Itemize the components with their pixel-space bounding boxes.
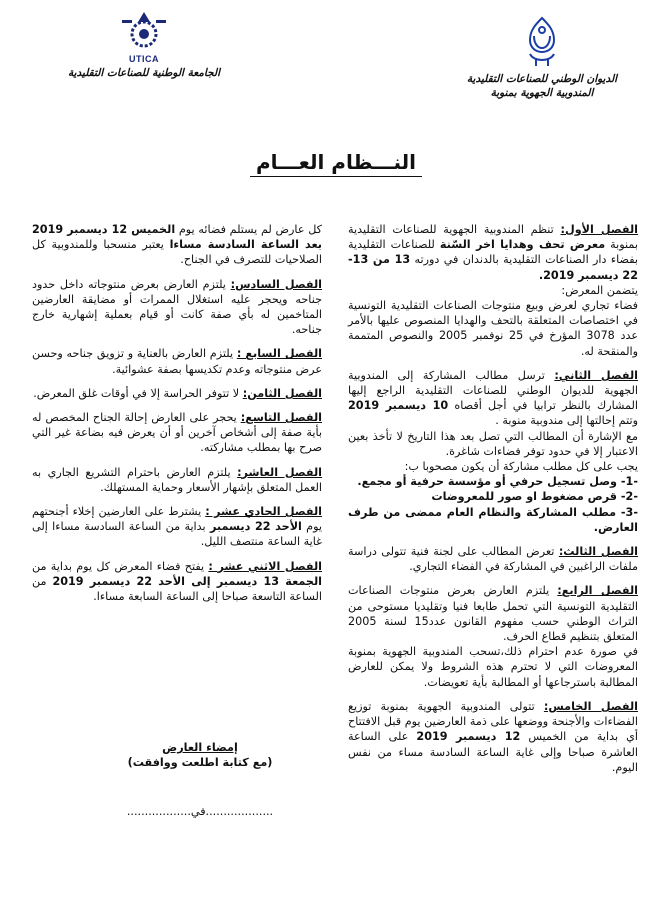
article-2-item2: -2- قرص مضغوط او صور للمعروضات <box>431 490 638 504</box>
article-2-deadline: 10 ديسمبر 2019 <box>348 399 449 413</box>
article-3-heading: الفصل الثالث: <box>558 545 638 559</box>
article-1-line3: فضاء تجاري لعرض وبيع منتوجات الصناعات التقليدية التونسية في اختصاصات المتعلقة بالتحف والهدايا المنصوص عليها بالأمر عدد 3078 المؤرخ في 25 نوفمبر 2005 والنصوص المتممة والمنقحة له. <box>348 299 639 358</box>
article-1 <box>348 222 638 359</box>
article-2-item1: -1- وصل تسجيل حرفي أو مؤسسة حرفية أو مجمع. <box>357 475 638 489</box>
article-4-heading: الفصل الرابع: <box>557 584 638 598</box>
article-6-heading: الفصل السادس: <box>230 277 323 291</box>
article-11-text: يشترط على العارضين إخلاء أجنحتهم يوم <box>32 505 322 534</box>
article-7-heading: الفصل السابع : <box>236 347 322 361</box>
header-left-line1: الجامعة الوطنية للصناعات التقليدية <box>67 67 221 79</box>
article-1-text: تنظم المندوبية الجهوية للصناعات التقليدية بمنوبة <box>348 223 638 252</box>
onat-logo-icon <box>520 14 564 68</box>
article-12 <box>32 559 322 605</box>
utica-logo-text: UTICA <box>129 54 159 64</box>
header-right-line2: المندوبية الجهوية بمنوبة <box>490 87 594 99</box>
article-2-text: ترسل مطالب المشاركة إلى المندوبية الجهوية للديوان الوطني للصناعات التقليدية الراجع إليها المشارك بالنظر ترابيا في أجل أقصاه <box>348 368 638 413</box>
article-12-heading: الفصل الاثني عشر : <box>208 559 322 573</box>
article-12-dates: الجمعة 13 ديسمبر إلى الأحد 22 ديسمبر 2019 <box>52 574 323 588</box>
right-column <box>348 222 638 784</box>
signature-note: (مع كتابة اطلعت ووافقت) <box>127 756 273 769</box>
article-7 <box>32 346 322 376</box>
article-2-text2: وتتم إحالتها إلى مندوبية منوبة . <box>495 414 638 428</box>
header-left <box>44 10 244 80</box>
article-4-text: يلتزم العارض بعرض منتوجات الصناعات التقليدية التونسية التي تحمل طابعا فنيا وتقليديا مستوحى من التراث الوطني حسب مفهوم القانون عدد15 لسنة 2005 المتعلق بتنظيم قطاع الحرف. <box>348 584 638 644</box>
article-2 <box>348 368 638 535</box>
article-5-text: تتولى المندوبية الجهوية بمنوبة توزيع الفضاءات والأجنحة ووضعها على ذمة العارضين يوم قبل الافتتاح أي بداية من الخميس <box>348 699 638 744</box>
article-9-text: يحجر على العارض إحالة الجناح المخصص له بأية صفة إلى أشخاص آخرين أو أن يعرض فيه بضاعة غير التي صرح بها بمطلب مشاركته. <box>32 411 322 455</box>
article-5 <box>348 699 638 775</box>
article-8-text: لا تتوفر الحراسة إلا في أوقات غلق المعرض. <box>33 386 243 400</box>
article-10-heading: الفصل العاشر: <box>237 465 322 479</box>
article-2-line2: مع الإشارة أن المطالب التي تصل بعد هذا التاريخ لا تأخذ بعين الاعتبار إلا في حدود توفر فضاءات شاغرة. <box>348 429 638 458</box>
article-5-date: 12 ديسمبر 2019 <box>416 730 521 744</box>
article-12-text2: من الساعة التاسعة صباحا إلى الساعة السابعة مساءا. <box>32 574 322 604</box>
utica-emblem-icon <box>116 10 172 50</box>
article-5-text2: على الساعة العاشرة صباحا وإلى غاية الساعة السادسة مساء من نفس اليوم. <box>348 730 638 774</box>
article-1-bold: معرض تحف وهدايا اخر السّنة <box>439 238 606 252</box>
article-2-heading: الفصل الثاني: <box>554 368 638 382</box>
article-2-item3: -3- مطلب المشاركة والنظام العام ممضى من طرف العارض. <box>348 505 638 534</box>
article-0-continued <box>32 222 322 268</box>
article-2-line3: يجب على كل مطلب مشاركة أن يكون مصحوبا ب: <box>404 460 638 474</box>
article-11-text2: بداية من الساعة السادسة مساءا إلى غاية الساعة منتصف الليل. <box>32 520 322 549</box>
article-6 <box>32 277 322 338</box>
article-8-heading: الفصل الثامن: <box>242 386 322 400</box>
signature-date-line: ...................في.................. <box>126 805 274 818</box>
article-7-text: يلتزم العارض بالعناية و تزويق جناحه وحسن عرض منتوجاته وعدم تكديسها بصفة عشوائية. <box>32 347 322 376</box>
article-12-text: يفتح فضاء المعرض كل يوم بداية من <box>32 559 209 573</box>
article-9-heading: الفصل التاسع: <box>240 411 322 425</box>
page-title-text: النـــظام العـــام <box>250 150 422 177</box>
article-1-dates: 13 من 13- 22 ديسمبر 2019. <box>348 253 638 282</box>
left-column <box>32 222 322 613</box>
article-4 <box>348 583 638 689</box>
article-1-line2: يتضمن المعرض: <box>561 283 638 297</box>
article-4-line2: في صورة عدم احترام ذلك،تسحب المندوبية الجهوية بمنوبة المعروضات التي لا تحترم هذه الشروط ولا يمكن للعارض المطالبة باسترجاعها أو المطالبة بأية تعويضات. <box>348 645 638 689</box>
article-11 <box>32 504 322 550</box>
article-5-heading: الفصل الخامس: <box>543 699 638 713</box>
article-8 <box>32 386 322 401</box>
article-0-bold: الخميس 12 ديسمبر 2019 بعد الساعة السادسة مساءا <box>32 223 322 252</box>
article-1-heading: الفصل الأول: <box>560 223 639 236</box>
utica-logo <box>109 10 179 64</box>
article-11-date: الأحد 22 ديسمبر <box>209 520 302 534</box>
article-1-text2: للصناعات التقليدية بفضاء دار الصناعات التقليدية بالدندان في دورته <box>348 238 638 267</box>
article-11-heading: الفصل الحادي عشر : <box>205 505 322 519</box>
header-right-line1: الديوان الوطني للصناعات التقليدية <box>466 73 618 85</box>
article-0-text2: يعتبر منسحبا وللمندوبية كل الصلاحيات للتصرف في الجناح. <box>32 238 322 267</box>
signature-label: إمضاء العارض <box>162 741 238 754</box>
article-3-text: تعرض المطالب على لجنة فنية تتولى دراسة ملفات الراغبين في المشاركة في الفضاء التجاري. <box>348 545 638 574</box>
page-title <box>0 150 672 174</box>
signature-block <box>80 740 320 819</box>
article-6-text: يلتزم العارض بعرض منتوجاته داخل حدود جناحه ويحجر عليه استغلال الممرات أو مضايقة العارضين المتاخمين له بأي صفة كانت أو قيام بعملية إشهارية خارج جناحه. <box>32 277 322 337</box>
article-10-text: يلتزم العارض باحترام التشريع الجاري به العمل المتعلق بإشهار الأسعار وحماية المستهلك. <box>32 465 322 494</box>
article-3 <box>348 544 638 574</box>
article-0-text: كل عارض لم يستلم فضائه يوم <box>175 223 322 236</box>
article-10 <box>32 465 322 495</box>
article-9 <box>32 410 322 456</box>
header-right <box>442 14 642 100</box>
